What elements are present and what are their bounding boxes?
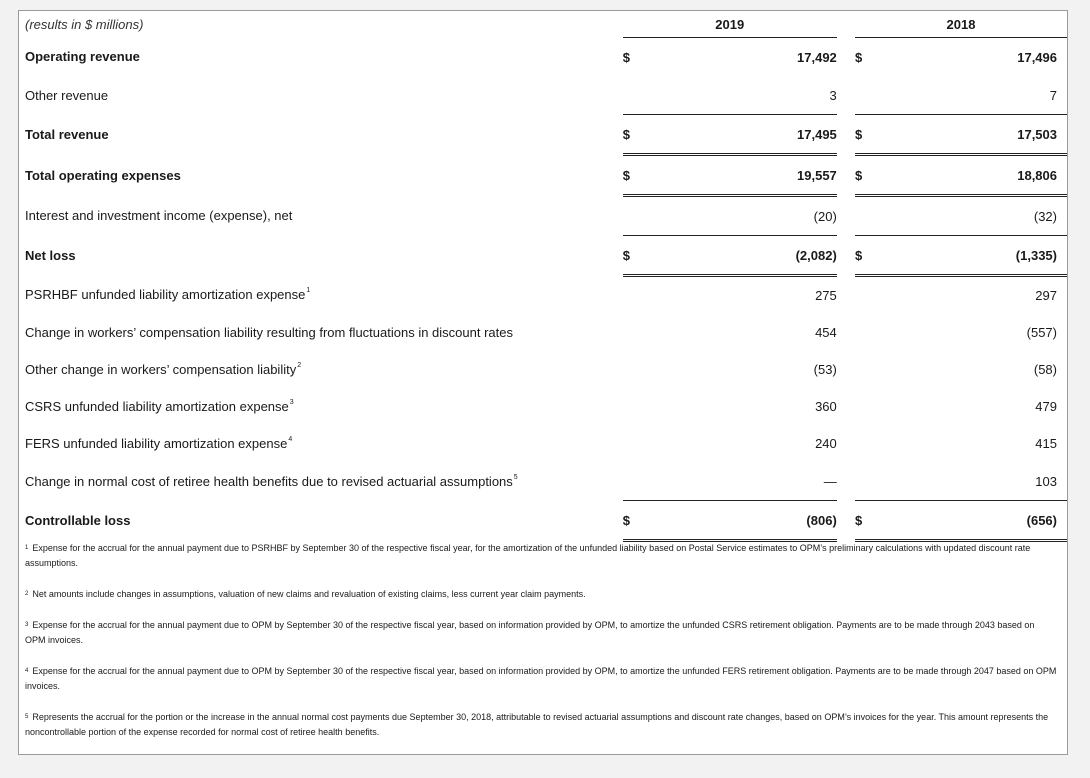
currency-symbol <box>623 462 643 501</box>
footnote-text: Net amounts include changes in assumptions, valuation of new claims and revaluation of existing claims, less current year claim payments. <box>32 589 586 599</box>
table-header-row <box>19 11 1067 38</box>
footnote-4 <box>25 664 1057 694</box>
currency-symbol <box>623 314 643 351</box>
footnote-1 <box>25 541 1057 571</box>
currency-symbol: $ <box>623 115 643 155</box>
units-label: (results in $ millions) <box>25 16 144 32</box>
currency-symbol: $ <box>855 155 875 196</box>
value-2019: (2,082) <box>643 236 837 276</box>
table-row-csrs <box>19 388 1067 425</box>
value-2019: 17,495 <box>643 115 837 155</box>
value-2019: (20) <box>643 196 837 236</box>
value-2019: 17,492 <box>797 49 837 65</box>
value-2018: (557) <box>1026 325 1057 340</box>
currency-symbol: $ <box>623 155 643 196</box>
table-row-net-loss <box>19 236 1067 276</box>
row-label: FERS unfunded liability amortization expense <box>25 436 288 451</box>
value-2018: (32) <box>875 196 1067 236</box>
currency-symbol <box>855 76 875 115</box>
value-2018: 17,496 <box>1017 49 1057 65</box>
value-2018: 297 <box>1035 288 1057 303</box>
value-2018: 7 <box>875 76 1067 115</box>
table-row-operating-revenue <box>19 38 1067 77</box>
currency-symbol: $ <box>854 49 863 65</box>
row-label: Change in normal cost of retiree health benefits due to revised actuarial assumptions <box>25 473 513 489</box>
value-2019: 3 <box>643 76 837 115</box>
footnote-text: Represents the accrual for the portion or the increase in the annual normal cost payments due September 30, 2018, attributable to revised actuarial assumptions and discount rate changes, based on OPM’s invoices for the year. This amount represents the noncontrollable portion of the expense recorded for normal cost of retiree health benefits. <box>25 712 1049 737</box>
row-label: Operating revenue <box>25 49 140 65</box>
currency-symbol <box>623 76 643 115</box>
footnote-number: 3 <box>25 622 29 628</box>
row-label: Other change in workers’ compensation liability <box>25 362 297 377</box>
column-header-2019: 2019 <box>623 11 837 38</box>
currency-symbol <box>855 388 875 425</box>
table-row-workers-comp-discount <box>19 314 1067 351</box>
table-row-psrhbf <box>19 276 1067 315</box>
currency-symbol: $ <box>623 501 643 541</box>
column-header-2018: 2018 <box>855 11 1067 38</box>
value-2018: (1,335) <box>875 236 1067 276</box>
value-2018: (58) <box>1033 362 1057 377</box>
value-2019: (806) <box>643 501 837 541</box>
footnote-3 <box>25 618 1057 648</box>
currency-symbol <box>855 196 875 236</box>
currency-symbol <box>623 196 643 236</box>
table-row-controllable-loss <box>19 501 1067 541</box>
value-2019: 275 <box>815 288 837 303</box>
value-2018: 18,806 <box>875 155 1067 196</box>
footnote-marker: 3 <box>289 399 294 406</box>
currency-symbol <box>623 388 643 425</box>
value-2018: (656) <box>875 501 1067 541</box>
table-row-workers-comp-other <box>19 351 1067 388</box>
footnote-5 <box>25 710 1057 740</box>
footnote-marker: 2 <box>297 362 302 369</box>
currency-symbol <box>623 276 643 315</box>
footnote-number: 2 <box>25 591 29 597</box>
footnote-text: Expense for the accrual for the annual payment due to OPM by September 30 of the respective fiscal year, based on information provided by OPM, to amortize the unfunded CSRS retirement obligation. Payments are to be made through 2043 based on OPM invoices. <box>25 620 1035 645</box>
value-2018: 103 <box>875 462 1067 501</box>
footnotes <box>25 541 1057 756</box>
row-label: Controllable loss <box>25 513 131 528</box>
financial-summary-panel <box>18 10 1068 755</box>
table-row-other-revenue <box>19 76 1067 115</box>
footnote-2 <box>25 587 1057 602</box>
currency-symbol <box>623 351 643 388</box>
currency-symbol: $ <box>622 49 630 65</box>
footnote-text: Expense for the accrual for the annual payment due to OPM by September 30 of the respective fiscal year, based on information provided by OPM, to amortize the unfunded FERS retirement obligation. Payments are to be made through 2047 based on OPM invoices. <box>25 666 1057 691</box>
footnote-marker: 1 <box>306 287 311 295</box>
footnote-number: 4 <box>25 668 29 674</box>
value-2019: — <box>643 462 837 501</box>
footnote-number: 1 <box>25 545 29 551</box>
value-2019: 454 <box>815 325 837 340</box>
currency-symbol <box>855 276 875 315</box>
value-2018: 415 <box>1035 436 1057 451</box>
row-label: Total revenue <box>25 127 109 142</box>
value-2019: 19,557 <box>643 155 837 196</box>
table-row-interest-income <box>19 196 1067 236</box>
table-row-total-revenue <box>19 115 1067 155</box>
currency-symbol <box>623 425 643 462</box>
value-2018: 479 <box>1035 399 1057 414</box>
row-label: Change in workers’ compensation liability resulting from fluctuations in discount rates <box>25 325 513 340</box>
currency-symbol: $ <box>623 236 643 276</box>
currency-symbol: $ <box>855 115 875 155</box>
footnote-number: 5 <box>25 714 29 720</box>
table-row-total-operating-expenses <box>19 155 1067 196</box>
value-2018: 17,503 <box>875 115 1067 155</box>
table-row-retiree-health <box>19 462 1067 501</box>
value-2019: 240 <box>815 436 837 451</box>
currency-symbol: $ <box>855 501 875 541</box>
results-table <box>19 11 1067 542</box>
row-label: CSRS unfunded liability amortization expense <box>25 399 289 414</box>
value-2019: (53) <box>813 362 837 377</box>
row-label: Interest and investment income (expense), net <box>25 208 293 223</box>
table-row-fers <box>19 425 1067 462</box>
currency-symbol <box>855 425 875 462</box>
row-label: Net loss <box>25 248 76 263</box>
currency-symbol <box>855 351 875 388</box>
currency-symbol <box>855 462 875 501</box>
row-label: Other revenue <box>25 87 109 103</box>
footnote-marker: 5 <box>513 473 518 481</box>
currency-symbol: $ <box>855 236 875 276</box>
row-label: Total operating expenses <box>25 167 181 183</box>
footnote-marker: 4 <box>288 436 293 443</box>
footnote-text: Expense for the accrual for the annual payment due to PSRHBF by September 30 of the respective fiscal year, for the amortization of the unfunded liability based on Postal Service estimates to OPM’s preliminary calculations with updated discount rate assumptions. <box>25 543 1031 568</box>
row-label: PSRHBF unfunded liability amortization expense <box>25 287 306 303</box>
currency-symbol <box>855 314 875 351</box>
value-2019: 360 <box>815 399 837 414</box>
